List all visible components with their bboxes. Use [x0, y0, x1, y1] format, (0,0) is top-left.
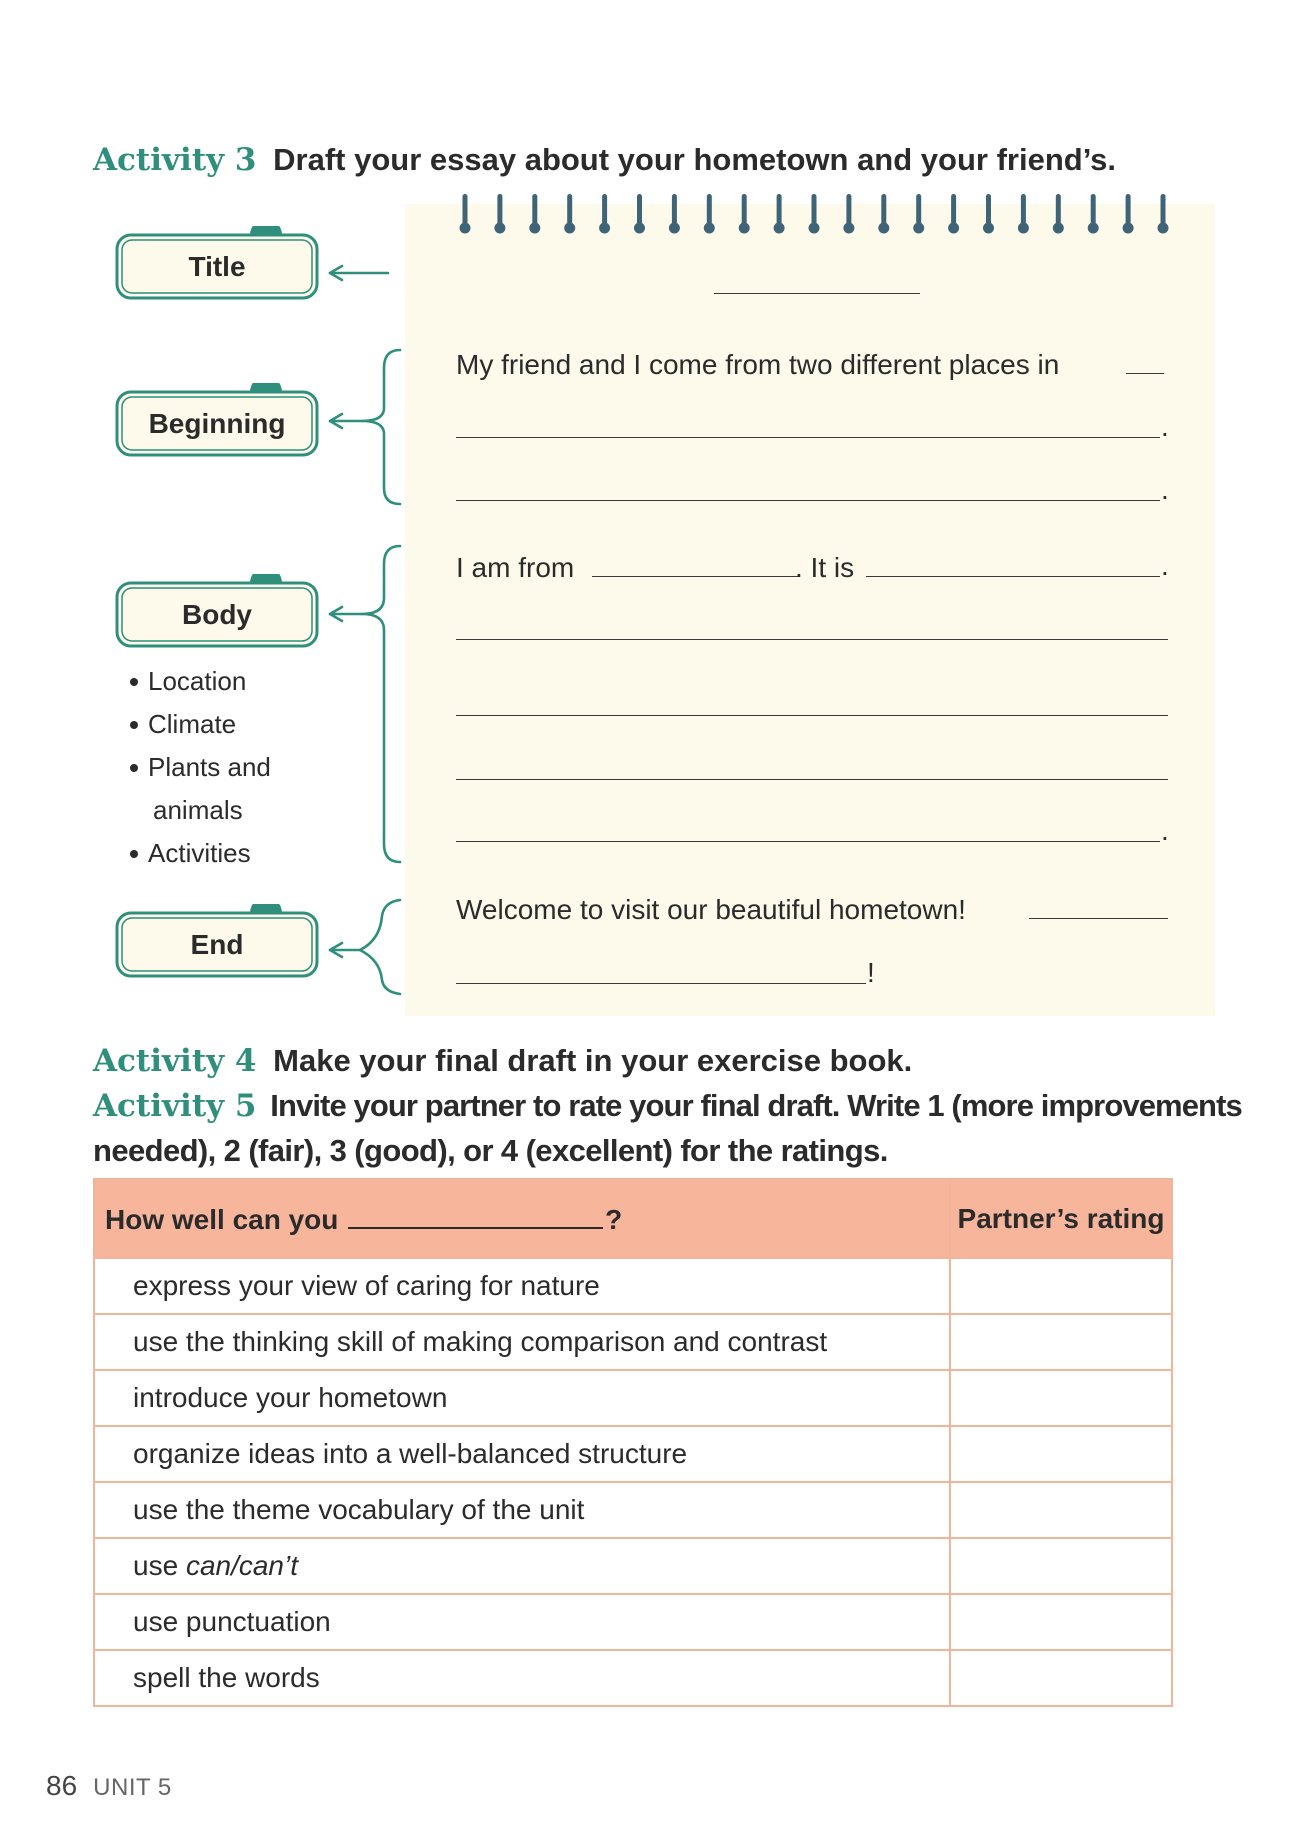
body-period-1: . — [1161, 550, 1169, 581]
page-footer — [46, 1770, 172, 1802]
table-row — [94, 1258, 1172, 1314]
rating-header: Partner’s rating — [950, 1179, 1172, 1258]
rating-cell[interactable] — [950, 1650, 1172, 1706]
stage-end-label: End — [190, 929, 244, 960]
end-blank-1[interactable] — [1029, 918, 1168, 919]
list-item: Plants and — [126, 746, 376, 789]
end-blank-2[interactable] — [456, 983, 866, 984]
end-sentence: Welcome to visit our beautiful hometown! — [456, 894, 966, 925]
activity-5-instruction-line2: needed), 2 (fair), 3 (good), or 4 (excellent) for the ratings. — [93, 1133, 888, 1168]
brace-beginning-icon — [362, 350, 400, 504]
body-from-text: I am from — [456, 552, 575, 583]
rating-cell[interactable] — [950, 1370, 1172, 1426]
ring-icon — [948, 194, 959, 234]
list-item: Climate — [126, 703, 376, 746]
body-blank-4[interactable] — [456, 779, 1168, 780]
rating-cell[interactable] — [950, 1258, 1172, 1314]
question-header — [94, 1179, 950, 1258]
table-row — [94, 1370, 1172, 1426]
table-row — [94, 1538, 1172, 1594]
ring-icon — [1088, 194, 1099, 234]
criterion-cell: use punctuation — [94, 1594, 950, 1650]
body-it-is-text: . It is — [795, 552, 855, 583]
body-period-2: . — [1161, 815, 1169, 846]
brace-end-icon — [360, 900, 400, 994]
beginning-blank-1[interactable] — [1126, 373, 1164, 374]
rating-cell[interactable] — [950, 1538, 1172, 1594]
question-suffix: ? — [605, 1204, 623, 1235]
beginning-period-1: . — [1161, 411, 1169, 442]
list-item-continuation: animals — [153, 795, 243, 825]
beginning-sentence: My friend and I come from two different places in — [456, 349, 1060, 380]
stage-title-box — [113, 226, 321, 302]
criterion-cell: introduce your hometown — [94, 1370, 950, 1426]
ring-icon — [809, 194, 820, 234]
body-blank-5[interactable] — [456, 841, 1160, 842]
body-blank-2[interactable] — [456, 639, 1168, 640]
criterion-cell — [94, 1538, 950, 1594]
structure-connectors — [320, 240, 410, 1000]
ring-icon — [529, 194, 540, 234]
table-row — [94, 1482, 1172, 1538]
page-number: 86 — [46, 1770, 78, 1801]
title-blank[interactable] — [714, 293, 920, 294]
activity-5-instruction-line2-wrap — [93, 1131, 888, 1171]
stage-body-box — [113, 574, 321, 650]
ring-icon — [739, 194, 750, 234]
criterion-cell: express your view of caring for nature — [94, 1258, 950, 1314]
body-it-is-blank[interactable] — [866, 576, 1160, 577]
ring-icon — [1123, 194, 1134, 234]
activity-4-heading — [93, 1041, 912, 1081]
criterion-cell: spell the words — [94, 1650, 950, 1706]
beginning-period-2: . — [1161, 474, 1169, 505]
ring-icon — [599, 194, 610, 234]
table-row — [94, 1650, 1172, 1706]
stage-beginning-box — [113, 383, 321, 459]
spiral-binding-icon — [455, 192, 1175, 236]
list-item: Location — [126, 660, 376, 703]
rating-cell[interactable] — [950, 1426, 1172, 1482]
ring-icon — [843, 194, 854, 234]
body-from-blank[interactable] — [592, 576, 798, 577]
activity-3-instruction: Draft your essay about your hometown and your friend’s. — [273, 142, 1117, 177]
stage-beginning-label: Beginning — [148, 408, 286, 439]
table-row — [94, 1314, 1172, 1370]
ring-icon — [1018, 194, 1029, 234]
criterion-text: use — [133, 1550, 179, 1581]
end-exclaim: ! — [867, 957, 875, 988]
list-item: Activities — [126, 832, 376, 875]
ring-icon — [913, 194, 924, 234]
ring-icon — [460, 194, 471, 234]
table-row — [94, 1594, 1172, 1650]
activity-3-label: Activity 3 — [93, 142, 257, 178]
rating-table — [93, 1178, 1173, 1707]
brace-body-icon — [362, 546, 400, 862]
activity-4-label: Activity 4 — [93, 1043, 257, 1079]
body-blank-3[interactable] — [456, 715, 1168, 716]
ring-icon — [983, 194, 994, 234]
ring-icon — [634, 194, 645, 234]
question-blank[interactable] — [348, 1201, 603, 1229]
ring-icon — [1053, 194, 1064, 234]
unit-label: UNIT 5 — [93, 1774, 172, 1801]
ring-icon — [704, 194, 715, 234]
criterion-cell: use the thinking skill of making comparison and contrast — [94, 1314, 950, 1370]
ring-icon — [494, 194, 505, 234]
ring-icon — [774, 194, 785, 234]
criterion-cell: organize ideas into a well-balanced structure — [94, 1426, 950, 1482]
criterion-italic-text: can/can’t — [185, 1550, 299, 1581]
rating-cell[interactable] — [950, 1314, 1172, 1370]
activity-3-heading — [93, 140, 1116, 180]
activity-5-heading — [93, 1086, 1242, 1126]
ring-icon — [564, 194, 575, 234]
stage-end-box — [113, 904, 321, 980]
rating-cell[interactable] — [950, 1594, 1172, 1650]
beginning-blank-3[interactable] — [456, 500, 1160, 501]
beginning-blank-2[interactable] — [456, 437, 1160, 438]
question-prefix: How well can you — [105, 1204, 339, 1235]
criterion-cell: use the theme vocabulary of the unit — [94, 1482, 950, 1538]
ring-icon — [1158, 194, 1169, 234]
ring-icon — [669, 194, 680, 234]
rating-cell[interactable] — [950, 1482, 1172, 1538]
activity-5-label: Activity 5 — [93, 1088, 257, 1124]
ring-icon — [878, 194, 889, 234]
stage-body-label: Body — [182, 599, 252, 630]
table-row — [94, 1426, 1172, 1482]
activity-5-instruction-line1: Invite your partner to rate your final draft. Write 1 (more improvements — [270, 1088, 1242, 1123]
table-header-row — [94, 1179, 1172, 1258]
activity-4-instruction: Make your final draft in your exercise book. — [273, 1043, 913, 1078]
stage-title-label: Title — [188, 251, 246, 282]
